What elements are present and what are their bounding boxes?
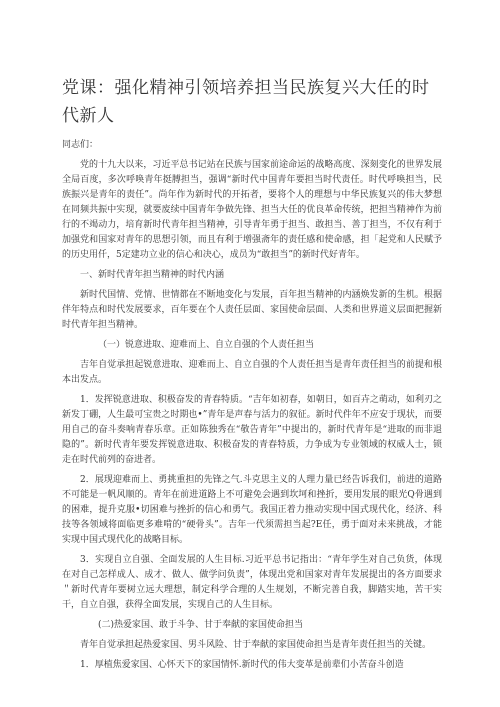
- paragraph: 党的十九大以来，习近平总书记站在民族与国家前途命运的战略高度、深刻变化的世界发展全局百度，多次呼唤青年挺膊担当，强调“新时代中国青年要担当时代责任。时代呼唤担当，民族振兴是青年的责任”。尚年作为新时代的开拓者，要将个人的理想与中华民族复兴的伟大梦想在同频共振中实现，就要废续中国青年争做先锋、担当大任的优良革命传统，把担当精神作为前行的不竭动力，培育新时代青年担当精神，引导青年勇于担当、敢担当、善丁担当，不仅有利于加强党和国家对青年的思想引领，而且有利于增强斋年的责任感和使命感，担「起党和人民赋予的历史用仟，5定建功立业的信心和决心，成员为“敢担当”的新时代好青年。: [62, 160, 442, 260]
- paragraph: 青年自觉承担起热爱家国、男斗风险、甘于奉献的家国使命担当是青年责任担当的关键。: [80, 640, 432, 650]
- subsection-heading: (二)热爱家国、敢于斗争、甘于奉献的家国使命担当: [98, 620, 304, 630]
- paragraph: 1．厚植焦爱家国、心怀天下的家国情怀.新时代的伟大变革是前辈们小苦奋斗创造: [80, 660, 404, 670]
- paragraph: 2．展现迎难而上、勇挑重担的先锋之气.斗克思主义的人理力量已经告诉我们，前进的道路不可能是一帆风顺的。青年在前进道路上不可避免会遇到坎坷和挫折，要用发展的眼光Q骨遇到的困难，提升克服•切困难与挫折的信心和勇气。我国正着力推动实现中国式现代化，经济、科技等各领域将面临更多难啃的“硬骨头”。吉年一代须需担当起?E任，勇于面对未来挑战，才能实现中国式现代化的战略目标。: [62, 475, 442, 545]
- paragraph: 1．发挥锐意进取、积极奋发的青春特质。“吉年如初春，如朝日，如百卉之萌动，如利刃之新发丁硼，人生最可宝贵之时期也•”青年是声春与活力的叙征。新时代件年不应安于现状，而要用自己的奋斗奏响青春乐章。正如陈独秀在“敬告青年”中提出的，新时代青年是“进取的而非退隐的”。新时代青年要发挥锐意进取、积极奋发的青春特质，力争成为专业领域的权威人士，锁走在时代前列的奋进者。: [62, 395, 442, 465]
- document-title: 党课：强化精神引领培养担当民族复兴大任的时代新人: [62, 78, 430, 126]
- paragraph: 新时代国情、党情、世情都在不断地变化与发展，百年担当精神的内涵焕发新的生机。根据伴年特点和时代发展要求，百年要在个人责任层面、家国使命层面、人类和世界道义层面把握新时代青年担当精神。: [62, 290, 442, 330]
- subsection-heading: （一）锐意进取、迎难而上、自立自强的个人责任担当: [98, 340, 315, 350]
- paragraph: 3．实现自立自强、全面发展的人生目标.习近平总书记指出：“青年学生对自己负货，体现在对自己怎样成人、成才、做人、做学问负责”，体现出党和国家对青年发展提出的各方面要求＂新时代青年要树立远大理想，制定科学合理的人生规划，不断完善自我，脚踏实地，苦干实干，自立自强，获得全面发展，实现自己的人生目标。: [62, 555, 442, 610]
- paragraph: 吉年自觉承担起锐意进取、迎难而上、自立自强的个人责任担当是青年责任担当的前提和根本出发点。: [62, 360, 442, 385]
- paragraph-list: [62, 158, 442, 673]
- section-heading: 一、新时代青年担当精神的时代内涵: [80, 270, 225, 280]
- document-body: [62, 138, 442, 678]
- salutation: 同志们：: [62, 140, 99, 150]
